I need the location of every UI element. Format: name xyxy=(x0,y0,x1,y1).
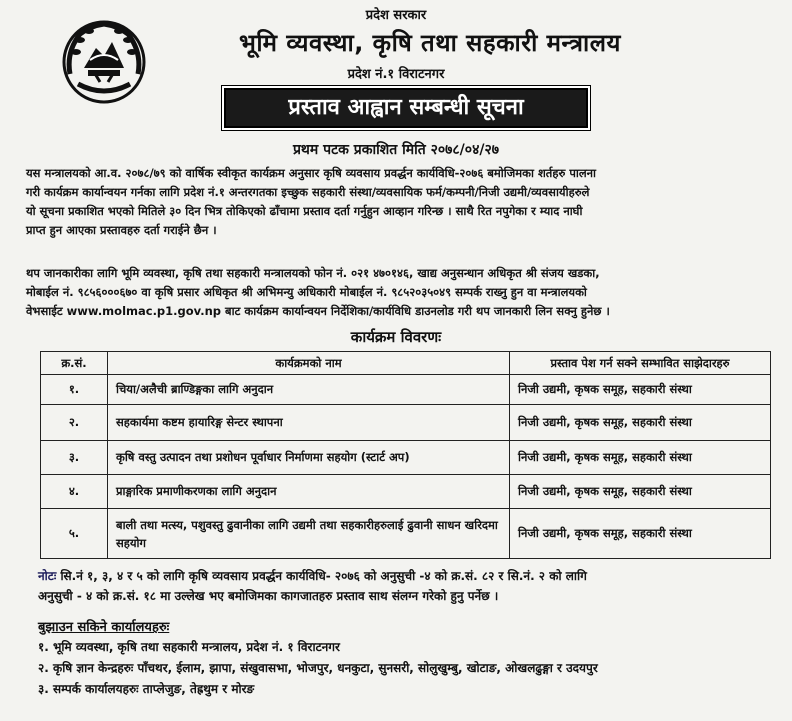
row-program-name: कृषि वस्तु उत्पादन तथा प्रशोधन पूर्वाधार निर्माणमा सहयोग (स्टार्ट अप) xyxy=(108,441,510,475)
intro-line: गरी कार्यक्रम कार्यान्वयन गर्नका लागि प्रदेश नं.१ अन्तरगतका इच्छुक सहकारी संस्था/व्यवसायिक फर्म/कम्पनी/निजी उद्यमी/व्यवसायीहरुले xyxy=(26,185,590,199)
note-line-2: अनुसुची - ४ को क्र.सं. १८ मा उल्लेख भए बमोजिमका कागजातहरु प्रस्ताव साथ संलग्न गरेको हुनु पर्नेछ । xyxy=(38,589,499,603)
row-eligible: निजी उद्यमी, कृषक समूह, सहकारी संस्था xyxy=(510,405,771,441)
header-serial: क्र.सं. xyxy=(41,352,108,375)
table-row xyxy=(41,405,771,441)
row-eligible: निजी उद्यमी, कृषक समूह, सहकारी संस्था xyxy=(510,375,771,405)
table-header-row xyxy=(41,352,771,375)
contact-line: मोबाईल नं. ९८५६०००६७० वा कृषि प्रसार अधिकृत श्री अभिमन्यु अधिकारी मोबाईल नं. ९८५२०३५०४९ सम्पर्क राख्नु हुन वा मन्त्रालयको xyxy=(26,285,587,299)
row-program-name: प्राङ्गारिक प्रमाणीकरणका लागि अनुदान xyxy=(108,475,510,509)
table-row xyxy=(41,441,771,475)
row-eligible: निजी उद्यमी, कृषक समूह, सहकारी संस्था xyxy=(510,475,771,509)
header-eligible-partners: प्रस्ताव पेश गर्न सक्ने सम्भावित साझेदारहरु xyxy=(510,352,771,375)
contact-line: वेभसाईट www.molmac.p1.gov.np बाट कार्यक्रम कार्यान्वयन निर्देशिका/कार्यविधि डाउनलोड गरी थप जानकारी लिन सक्नु हुनेछ । xyxy=(26,304,610,318)
intro-line: यस मन्त्रालयको आ.व. २०७८/७९ को वार्षिक स्वीकृत कार्यक्रम अनुसार कृषि व्यवसाय प्रवर्द्धन कार्यविधि-२०७६ बमोजिमका शर्तहरु पालना xyxy=(26,166,596,180)
row-program-name: सहकार्यमा कष्टम हायारिङ्ग सेन्टर स्थापना xyxy=(108,405,510,441)
note-text: सि.नं १, ३, ४ र ५ को लागि कृषि व्यवसाय प्रवर्द्धन कार्यविधि- २०७६ को अनुसुची -४ को क्र.सं. ८२ र सि.नं. २ को लागि xyxy=(60,569,587,583)
publish-date-line: प्रथम पटक प्रकाशित मिति २०७८/०४/२७ xyxy=(292,142,500,158)
note-label: नोटः xyxy=(38,569,57,583)
row-serial: ५. xyxy=(41,509,108,559)
intro-line: यो सूचना प्रकाशित भएको मितिले ३० दिन भित्र तोकिएको ढाँचामा प्रस्ताव दर्ता गर्नुहुन आव्हान गरिन्छ । साथै रित नपुगेका र म्याद नाघी xyxy=(26,204,583,218)
row-program-name: चिया/अलैची ब्राण्डिङ्गका लागि अनुदान xyxy=(108,375,510,405)
row-program-name: बाली तथा मत्स्य, पशुवस्तु ढुवानीका लागि उद्यमी तथा सहकारीहरुलाई ढुवानी साधन खरिदमा सहयोग xyxy=(108,509,510,559)
office-item: २. कृषि ज्ञान केन्द्रहरुः पाँचथर, ईलाम, झापा, संखुवासभा, भोजपुर, धनकुटा, सुनसरी, सोलुखुम्बु, खोटाङ, ओखलढुङ्गा र उदयपुर xyxy=(38,661,598,675)
row-eligible: निजी उद्यमी, कृषक समूह, सहकारी संस्था xyxy=(510,509,771,559)
program-section-title: कार्यक्रम विवरणः xyxy=(350,328,442,346)
row-serial: २. xyxy=(41,405,108,441)
contact-line: थप जानकारीका लागि भूमि व्यवस्था, कृषि तथा सहकारी मन्त्रालयको फोन नं. ०२१ ४७०१४६, खाद्य अनुसन्धान अधिकृत श्री संजय खडका, xyxy=(26,266,600,280)
office-item: १. भूमि व्यवस्था, कृषि तथा सहकारी मन्त्रालय, प्रदेश नं. १ विराटनगर xyxy=(38,640,340,654)
intro-line: प्राप्त हुन आएका प्रस्तावहरु दर्ता गराईने छैन । xyxy=(26,223,217,237)
header-program-name: कार्यक्रमको नाम xyxy=(108,352,510,375)
note-block xyxy=(38,566,778,606)
ministry-name: भूमि व्यवस्था, कृषि तथा सहकारी मन्त्रालय xyxy=(239,29,621,57)
note-line xyxy=(38,566,778,586)
table-row xyxy=(41,375,771,405)
row-eligible: निजी उद्यमी, कृषक समूह, सहकारी संस्था xyxy=(510,441,771,475)
row-serial: १. xyxy=(41,375,108,405)
row-serial: ३. xyxy=(41,441,108,475)
row-serial: ४. xyxy=(41,475,108,509)
intro-paragraph xyxy=(26,164,774,240)
office-item: ३. सम्पर्क कार्यालयहरुः ताप्लेजुङ, तेह्रथुम र मोरङ xyxy=(38,682,255,696)
program-table xyxy=(40,351,771,559)
province-government-label: प्रदेश सरकार xyxy=(365,8,427,23)
notice-title-banner: प्रस्ताव आह्वान सम्बन्धी सूचना xyxy=(224,88,588,128)
offices-title: बुझाउन सकिने कार्यालयहरुः xyxy=(38,620,170,635)
nepal-emblem-icon xyxy=(56,12,152,108)
contact-paragraph xyxy=(26,264,774,321)
ministry-location: प्रदेश नं.१ विराटनगर xyxy=(347,67,445,82)
table-row xyxy=(41,475,771,509)
table-row xyxy=(41,509,771,559)
